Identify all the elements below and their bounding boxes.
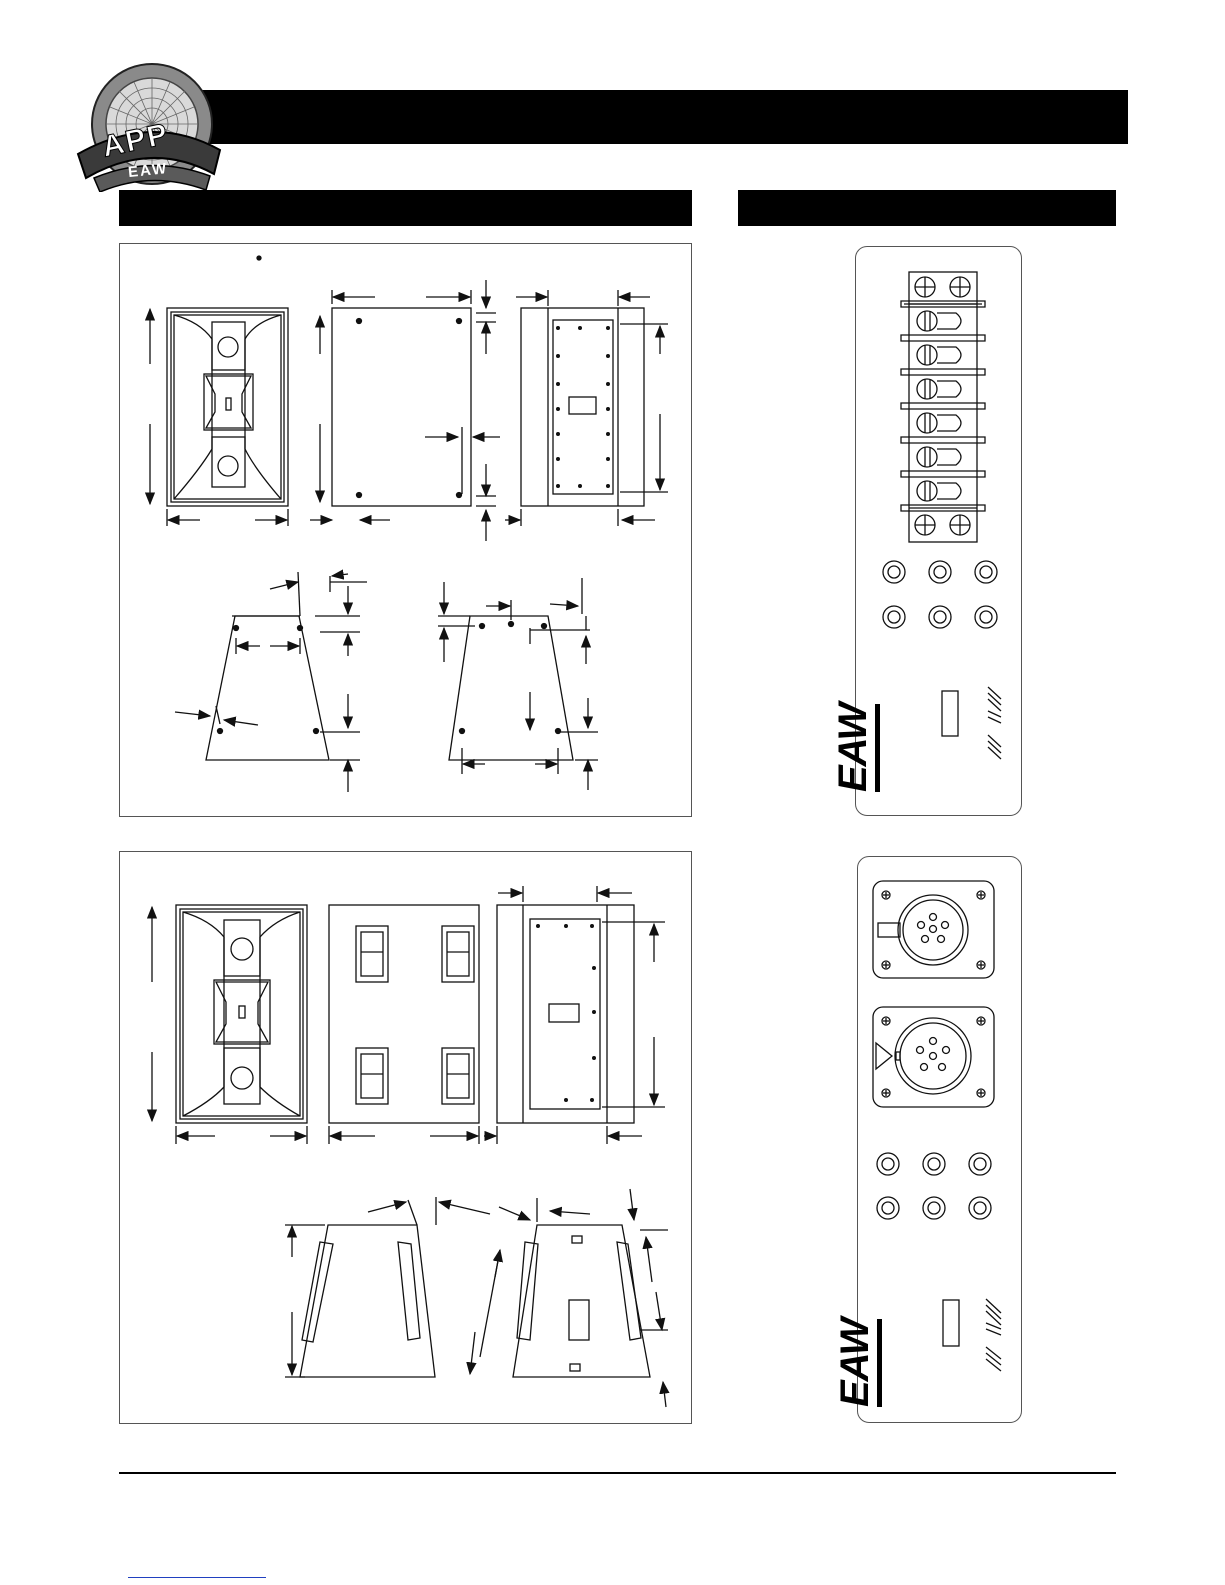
logo-eaw-text: EAW	[127, 159, 169, 182]
app-eaw-logo	[74, 62, 224, 192]
title-bar	[160, 90, 1128, 144]
right-section-header	[738, 190, 1116, 226]
logo-app-text: APP	[99, 117, 173, 164]
dimension-drawing-panel-2	[119, 851, 692, 1424]
eaw-brand-mark-1	[831, 672, 883, 792]
input-panel-plate-1	[831, 246, 1022, 816]
eaw-brand-text-1: EAW	[831, 704, 880, 792]
dimension-drawing-panel-1	[119, 243, 692, 817]
dimension-drawing-2	[120, 852, 693, 1425]
footer-rule	[119, 1472, 1116, 1474]
footer-link[interactable]	[128, 1576, 266, 1578]
eaw-brand-mark-2	[833, 1287, 885, 1407]
eaw-brand-text-2: EAW	[833, 1319, 882, 1407]
input-panel-plate-2	[833, 856, 1022, 1423]
dimension-drawing-1	[120, 244, 693, 818]
left-section-header	[119, 190, 692, 226]
